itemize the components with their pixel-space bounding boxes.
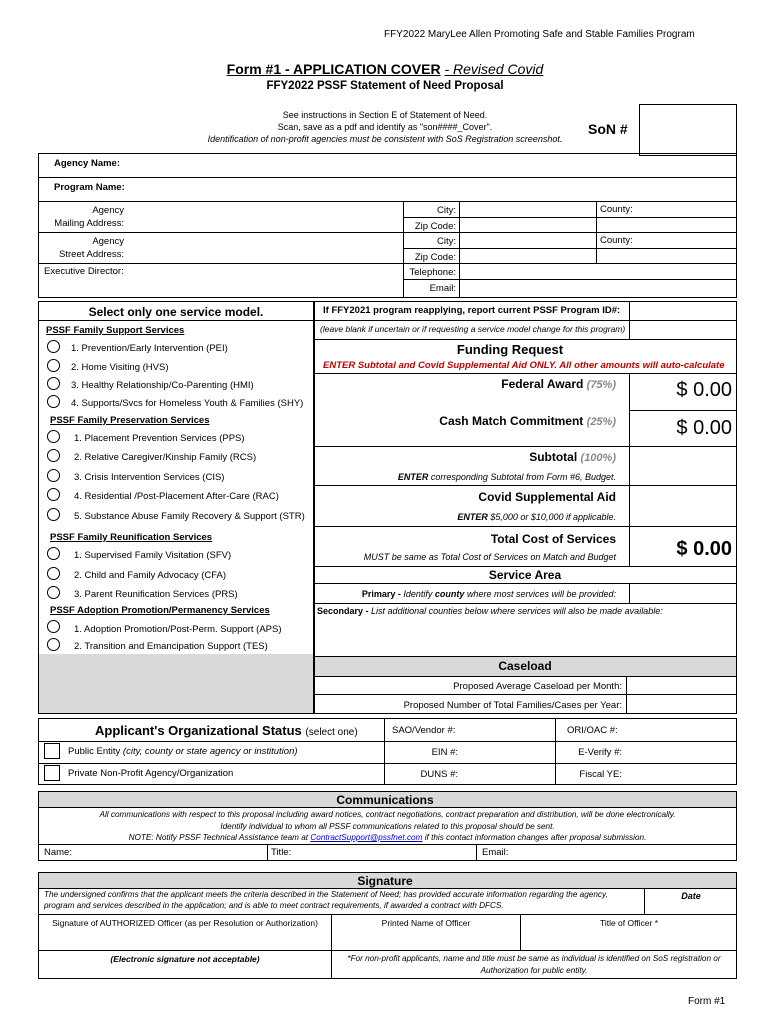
covid-aid-note	[320, 512, 616, 522]
org-status-heading: Applicant's Organizational Status	[95, 723, 302, 738]
federal-award-label: Federal Award	[501, 377, 584, 391]
city-label-2: City:	[437, 236, 456, 247]
radio-aps[interactable]	[47, 620, 60, 633]
instruction-2: Scan, save as a pdf and identify as "son####_Cover".	[277, 122, 493, 132]
option-shy: 4. Supports/Svcs for Homeless Youth & Families (SHY)	[71, 398, 304, 409]
secondary-label: Secondary -	[317, 606, 369, 616]
communications-heading: Communications	[336, 793, 434, 807]
form-title-suffix: - Revised Covid	[444, 61, 544, 77]
group-title-support: PSSF Family Support Services	[46, 325, 185, 336]
contact-name-input[interactable]	[76, 846, 265, 860]
communications-line-3	[40, 833, 735, 842]
street-city-input[interactable]	[461, 234, 594, 247]
son-number-box	[639, 104, 737, 156]
communications-line-1: All communications with respect to this proposal including award notices, contract negotiations, contract preparation and distribution, will be done electronically.	[99, 810, 676, 819]
public-entity-checkbox[interactable]	[44, 743, 60, 759]
public-entity-note: (city, county or state agency or institution)	[122, 746, 298, 757]
subtotal-label: Subtotal	[529, 450, 578, 464]
primary-county-line	[320, 589, 616, 599]
subtotal-note-enter: ENTER	[397, 472, 429, 482]
option-pps: 1. Placement Prevention Services (PPS)	[74, 433, 245, 444]
covid-aid-label: Covid Supplemental Aid	[478, 490, 616, 504]
group-title-adoption: PSSF Adoption Promotion/Permanency Services	[50, 605, 270, 616]
radio-shy[interactable]	[47, 395, 60, 408]
federal-award-line	[320, 377, 616, 391]
group-title-reunification: PSSF Family Reunification Services	[50, 532, 213, 543]
group-title-preservation: PSSF Family Preservation Services	[50, 415, 210, 426]
communications-line-2: Identify individual to whom all PSSF communications related to this proposal should be sent.	[220, 822, 555, 831]
radio-pei[interactable]	[47, 340, 60, 353]
contact-title-label: Title:	[271, 847, 292, 858]
agency-name-label: Agency Name:	[54, 158, 120, 169]
covid-note-text: $5,000 or $10,000 if applicable.	[490, 512, 616, 522]
option-aps: 1. Adoption Promotion/Post-Perm. Support (APS)	[74, 624, 282, 635]
option-cis: 3. Crisis Intervention Services (CIS)	[74, 472, 225, 483]
signature-text-1: The undersigned confirms that the applicant meets the criteria described in the Statement of Need; has provided accurate information regarding the agency,	[44, 890, 608, 899]
covid-note-enter: ENTER	[457, 512, 488, 522]
federal-award-pct: (75%)	[586, 379, 616, 391]
communications-note: NOTE: Notify PSSF Technical Assistance team at	[128, 833, 309, 842]
subtotal-line	[320, 450, 616, 464]
printed-name-input[interactable]	[334, 930, 518, 948]
duns-input[interactable]	[462, 766, 553, 783]
communications-note-end: if this contact information changes after proposal submission.	[424, 833, 647, 842]
prior-id-note: (leave blank if uncertain or if requesting a service model change for this program)	[320, 324, 626, 334]
contact-name-label: Name:	[44, 847, 72, 858]
zip-label-2: Zip Code:	[414, 252, 456, 263]
footer-form-number: Form #1	[688, 996, 726, 1007]
avg-caseload-label: Proposed Average Caseload per Month:	[453, 681, 622, 692]
city-label-1: City:	[437, 205, 456, 216]
option-hvs: 2. Home Visiting (HVS)	[71, 362, 169, 373]
radio-rcs[interactable]	[47, 449, 60, 462]
contact-title-input[interactable]	[296, 846, 474, 860]
mailing-county-input[interactable]	[640, 203, 735, 231]
option-pei: 1. Prevention/Early Intervention (PEI)	[71, 343, 228, 354]
signature-text-2: program and services described in the application; and is able to meet contract requirements, if awarded a contract with DFCS.	[44, 901, 504, 910]
primary-label: Primary -	[361, 589, 401, 599]
contact-email-label: Email:	[482, 847, 509, 858]
prior-id-input[interactable]	[631, 303, 735, 319]
radio-hmi[interactable]	[47, 377, 60, 390]
service-model-heading: Select only one service model.	[88, 305, 264, 319]
street-address-input[interactable]	[128, 234, 400, 261]
cash-match-line	[320, 414, 616, 428]
contract-support-link[interactable]: ContractSupport@pssfnet.com	[310, 833, 423, 842]
mailing-label-1: Agency	[92, 205, 124, 216]
electronic-sig-note: (Electronic signature not acceptable)	[110, 954, 260, 964]
federal-award-value: $ 0.00	[676, 379, 732, 401]
option-rcs: 2. Relative Caregiver/Kinship Family (RCS)	[74, 452, 257, 463]
total-cost-value: $ 0.00	[676, 538, 732, 560]
total-cost-label: Total Cost of Services	[490, 532, 616, 546]
option-prs: 3. Parent Reunification Services (PRS)	[74, 589, 238, 600]
prior-id-label: If FFY2021 program reapplying, report current PSSF Program ID#:	[323, 305, 621, 316]
radio-str[interactable]	[47, 508, 60, 521]
primary-identify: Identify	[403, 589, 433, 599]
program-name-input[interactable]	[130, 180, 730, 198]
duns-label: DUNS #:	[420, 769, 458, 780]
signature-heading: Signature	[357, 874, 413, 888]
nonprofit-note-2: Authorization for public entity.	[480, 966, 588, 975]
subtotal-note-text: corresponding Subtotal from Form #6, Budget.	[430, 472, 616, 482]
sig-officer-label: Signature of AUTHORIZED Officer (as per Resolution or Authorization)	[52, 918, 318, 928]
form-title-line	[0, 62, 770, 76]
mailing-zip-input[interactable]	[461, 219, 594, 231]
ori-oac-label: ORI/OAC #:	[567, 725, 618, 736]
county-label-2: County:	[600, 235, 633, 246]
radio-hvs[interactable]	[47, 359, 60, 372]
radio-cis[interactable]	[47, 469, 60, 482]
mailing-city-input[interactable]	[461, 203, 594, 216]
covid-aid-input[interactable]	[631, 487, 735, 525]
date-label: Date	[681, 891, 701, 901]
mailing-address-input[interactable]	[128, 203, 400, 230]
private-nonprofit-checkbox[interactable]	[44, 765, 60, 781]
printed-name-label: Printed Name of Officer	[381, 918, 471, 928]
title-officer-label: Title of Officer *	[599, 918, 659, 928]
primary-rest: where most services will be provided:	[466, 589, 616, 599]
option-tes: 2. Transition and Emancipation Support (TES)	[74, 641, 268, 652]
public-entity-line	[68, 747, 298, 757]
instruction-1: See instructions in Section E of Statement of Need.	[282, 110, 488, 120]
radio-rac[interactable]	[47, 488, 60, 501]
radio-cfa[interactable]	[47, 567, 60, 580]
secondary-text: List additional counties below where services will also be made available:	[371, 606, 663, 616]
form-title: Form #1 - APPLICATION COVER	[226, 61, 441, 77]
secondary-counties-input[interactable]	[317, 619, 735, 654]
private-nonprofit-label: Private Non-Profit Agency/Organization	[68, 768, 234, 779]
county-label-1: County:	[600, 204, 633, 215]
org-status-heading-line	[95, 724, 358, 738]
cash-match-pct: (25%)	[586, 416, 616, 428]
date-input[interactable]	[647, 901, 735, 913]
program-header: FFY2022 MaryLee Allen Promoting Safe and Stable Families Program	[384, 29, 695, 40]
street-label-1: Agency	[92, 236, 124, 247]
contact-email-input[interactable]	[512, 846, 735, 860]
telephone-label: Telephone:	[409, 267, 456, 278]
ori-oac-input[interactable]	[630, 722, 735, 739]
funding-heading: Funding Request	[456, 342, 564, 357]
street-label-2: Street Address:	[59, 249, 124, 260]
total-cost-note: MUST be same as Total Cost of Services on Match and Budget	[363, 552, 616, 562]
num-families-label: Proposed Number of Total Families/Cases per Year:	[403, 700, 622, 711]
service-area-heading: Service Area	[488, 568, 562, 582]
title-officer-input[interactable]	[523, 930, 735, 948]
radio-pps[interactable]	[47, 430, 60, 443]
subtotal-input[interactable]	[631, 448, 735, 483]
subtotal-note	[320, 472, 616, 482]
ein-input[interactable]	[462, 744, 553, 761]
option-hmi: 3. Healthy Relationship/Co-Parenting (HMI)	[71, 380, 254, 391]
son-number-input[interactable]	[642, 107, 732, 151]
zip-label-1: Zip Code:	[414, 221, 456, 232]
program-name-label: Program Name:	[54, 182, 125, 193]
option-cfa: 2. Child and Family Advocacy (CFA)	[74, 570, 227, 581]
radio-tes[interactable]	[47, 638, 60, 651]
subtitle: FFY2022 PSSF Statement of Need Proposal	[266, 80, 504, 92]
email-input[interactable]	[461, 281, 735, 296]
street-county-input[interactable]	[640, 234, 735, 262]
fiscal-ye-input[interactable]	[626, 766, 735, 783]
telephone-input[interactable]	[461, 265, 735, 278]
caseload-heading: Caseload	[498, 659, 552, 673]
cash-match-label: Cash Match Commitment	[439, 414, 584, 428]
instruction-3: Identification of non-profit agencies must be consistent with SoS Registration screenshot.	[207, 134, 563, 144]
email-label: Email:	[429, 283, 456, 294]
exec-director-input[interactable]	[130, 265, 400, 283]
fiscal-ye-label: Fiscal YE:	[579, 769, 622, 780]
sao-vendor-input[interactable]	[470, 722, 553, 739]
street-zip-input[interactable]	[461, 250, 594, 262]
cash-match-value: $ 0.00	[676, 417, 732, 439]
agency-name-input[interactable]	[130, 156, 730, 174]
funding-note: ENTER Subtotal and Covid Supplemental Aid ONLY. All other amounts will auto-calculate	[323, 360, 725, 371]
avg-caseload-input[interactable]	[628, 678, 735, 693]
radio-prs[interactable]	[47, 586, 60, 599]
primary-county-word: county	[434, 589, 465, 599]
ein-label: EIN #:	[431, 747, 458, 758]
secondary-county-line	[317, 607, 663, 616]
primary-county-input[interactable]	[631, 585, 735, 602]
exec-director-label: Executive Director:	[44, 266, 124, 277]
option-rac: 4. Residential /Post-Placement After-Care (RAC)	[74, 491, 279, 502]
option-str: 5. Substance Abuse Family Recovery & Support (STR)	[74, 511, 305, 522]
num-families-input[interactable]	[628, 696, 735, 712]
everify-input[interactable]	[626, 744, 735, 761]
radio-sfv[interactable]	[47, 547, 60, 560]
everify-label: E-Verify #:	[578, 747, 622, 758]
public-entity-label: Public Entity	[68, 746, 121, 757]
service-model-blank	[39, 654, 313, 713]
nonprofit-note-1: *For non-profit applicants, name and title must be same as individual is identified on SoS registration or	[347, 954, 721, 963]
option-sfv: 1. Supervised Family Visitation (SFV)	[74, 550, 232, 561]
son-label: SoN #	[588, 121, 628, 137]
org-status-note: (select one)	[305, 727, 358, 738]
sao-vendor-label: SAO/Vendor #:	[392, 725, 456, 736]
subtotal-pct: (100%)	[580, 452, 616, 464]
mailing-label-2: Mailing Address:	[54, 218, 124, 229]
